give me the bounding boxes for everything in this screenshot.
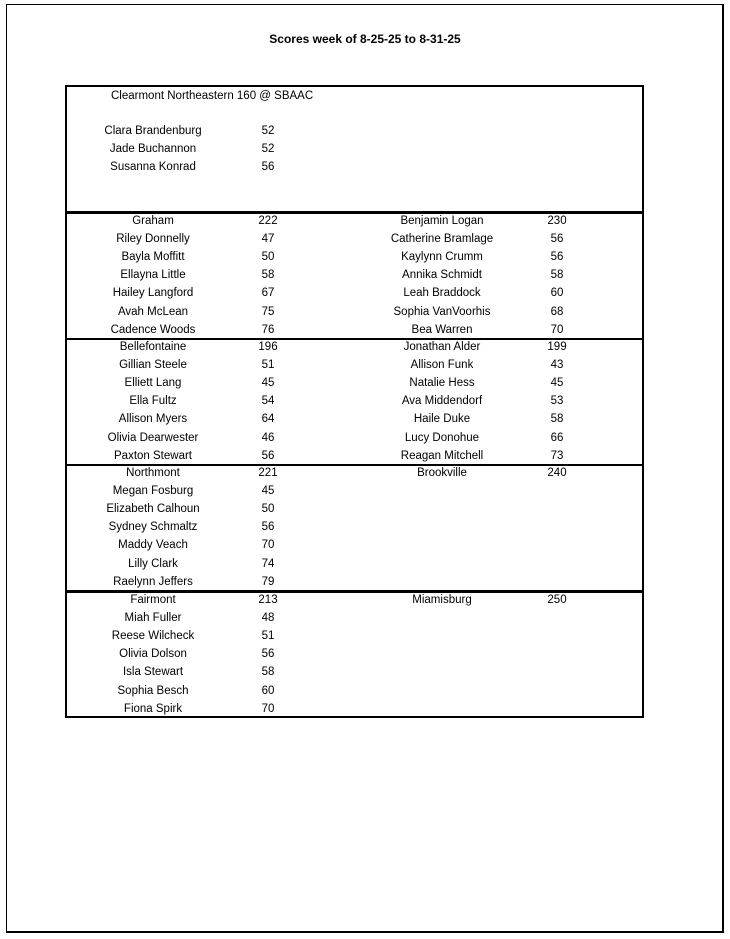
team-name: Bellefontaine bbox=[119, 341, 187, 353]
player-score: 53 bbox=[550, 395, 564, 408]
player-score: 58 bbox=[261, 666, 275, 679]
player-name: Ella Fultz bbox=[129, 395, 177, 408]
player-score: 68 bbox=[550, 305, 564, 318]
player-score: 50 bbox=[261, 251, 275, 264]
player-score: 56 bbox=[261, 449, 275, 462]
player-name: Lucy Donohue bbox=[404, 431, 480, 444]
player-score: 56 bbox=[261, 521, 275, 534]
player-score: 45 bbox=[261, 377, 275, 390]
player-score: 45 bbox=[261, 485, 275, 498]
team-name: Northmont bbox=[126, 467, 180, 479]
player-score: 45 bbox=[550, 377, 564, 390]
player-score: 70 bbox=[261, 702, 275, 715]
player-score: 50 bbox=[261, 503, 275, 516]
team-total: 250 bbox=[547, 594, 567, 606]
player-name: Bayla Moffitt bbox=[121, 251, 185, 264]
player-name: Reagan Mitchell bbox=[400, 449, 484, 462]
player-name: Olivia Dearwester bbox=[107, 431, 199, 444]
player-score: 58 bbox=[550, 413, 564, 426]
player-score: 56 bbox=[261, 648, 275, 661]
player-name: Cadence Woods bbox=[110, 323, 196, 336]
player-score: 56 bbox=[550, 251, 564, 264]
player-score: 60 bbox=[261, 684, 275, 697]
player-name: Bea Warren bbox=[411, 323, 473, 336]
player-name: Olivia Dolson bbox=[119, 648, 187, 661]
team-name: Brookville bbox=[417, 467, 467, 479]
header-heading: Clearmont Northeastern 160 @ SBAAC bbox=[111, 90, 314, 102]
player-name: Susanna Konrad bbox=[110, 161, 196, 174]
player-score: 54 bbox=[261, 395, 275, 408]
player-score: 74 bbox=[261, 557, 275, 570]
player-name: Paxton Stewart bbox=[114, 449, 192, 462]
player-name: Natalie Hess bbox=[409, 377, 475, 390]
player-name: Ava Middendorf bbox=[401, 395, 483, 408]
player-score: 79 bbox=[261, 575, 275, 588]
player-name: Riley Donnelly bbox=[116, 233, 190, 246]
player-score: 51 bbox=[261, 630, 275, 643]
player-name: Gillian Steele bbox=[119, 359, 187, 372]
player-score: 46 bbox=[261, 431, 275, 444]
team-total: 222 bbox=[258, 215, 278, 227]
team-total: 230 bbox=[547, 215, 567, 227]
player-name: Kaylynn Crumm bbox=[401, 251, 483, 264]
player-name: Hailey Langford bbox=[112, 287, 194, 300]
team-name: Graham bbox=[132, 215, 174, 227]
player-name: Clara Brandenburg bbox=[104, 125, 202, 137]
player-name: Sophia VanVoorhis bbox=[393, 305, 491, 318]
player-name: Fiona Spirk bbox=[123, 702, 183, 715]
player-score: 48 bbox=[261, 612, 275, 625]
player-name: Sydney Schmaltz bbox=[108, 521, 198, 534]
team-total: 199 bbox=[547, 341, 567, 353]
player-name: Sophia Besch bbox=[117, 684, 189, 697]
player-score: 75 bbox=[261, 305, 275, 318]
player-score: 66 bbox=[550, 431, 564, 444]
player-score: 52 bbox=[261, 143, 275, 156]
player-score: 56 bbox=[550, 233, 564, 246]
player-name: Maddy Veach bbox=[118, 539, 188, 552]
player-name: Catherine Bramlage bbox=[390, 233, 494, 246]
team-total: 196 bbox=[258, 341, 278, 353]
player-name: Haile Duke bbox=[413, 413, 471, 426]
player-name: Allison Myers bbox=[118, 413, 188, 426]
player-score: 58 bbox=[261, 269, 275, 282]
player-score: 51 bbox=[261, 359, 275, 372]
team-total: 221 bbox=[258, 467, 278, 479]
player-name: Ellayna Little bbox=[120, 269, 186, 282]
team-total: 240 bbox=[547, 467, 567, 479]
player-name: Megan Fosburg bbox=[112, 485, 194, 498]
player-name: Jade Buchannon bbox=[109, 143, 197, 156]
player-name: Allison Funk bbox=[410, 359, 474, 372]
player-score: 43 bbox=[550, 359, 564, 372]
team-name: Jonathan Alder bbox=[403, 341, 481, 353]
player-name: Miah Fuller bbox=[124, 612, 182, 625]
team-name: Miamisburg bbox=[412, 594, 472, 606]
player-name: Annika Schmidt bbox=[402, 269, 482, 282]
player-score: 76 bbox=[261, 323, 275, 336]
player-score: 58 bbox=[550, 269, 564, 282]
player-name: Elizabeth Calhoun bbox=[106, 503, 200, 516]
player-score: 70 bbox=[261, 539, 275, 552]
player-name: Avah McLean bbox=[117, 305, 189, 318]
player-score: 52 bbox=[261, 125, 275, 137]
player-name: Leah Braddock bbox=[403, 287, 481, 300]
player-score: 56 bbox=[261, 161, 275, 174]
player-score: 64 bbox=[261, 413, 275, 426]
player-score: 70 bbox=[550, 323, 564, 336]
team-name: Benjamin Logan bbox=[400, 215, 484, 227]
player-score: 47 bbox=[261, 233, 275, 246]
player-score: 73 bbox=[550, 449, 564, 462]
player-name: Lilly Clark bbox=[128, 557, 178, 570]
player-score: 60 bbox=[550, 287, 564, 300]
player-score: 67 bbox=[261, 287, 275, 300]
team-name: Fairmont bbox=[130, 594, 176, 606]
player-name: Reese Wilcheck bbox=[111, 630, 195, 643]
player-name: Isla Stewart bbox=[122, 666, 184, 679]
player-name: Raelynn Jeffers bbox=[113, 575, 193, 588]
player-name: Elliett Lang bbox=[124, 377, 182, 390]
team-total: 213 bbox=[258, 594, 278, 606]
page-title: Scores week of 8-25-25 to 8-31-25 bbox=[269, 32, 461, 46]
